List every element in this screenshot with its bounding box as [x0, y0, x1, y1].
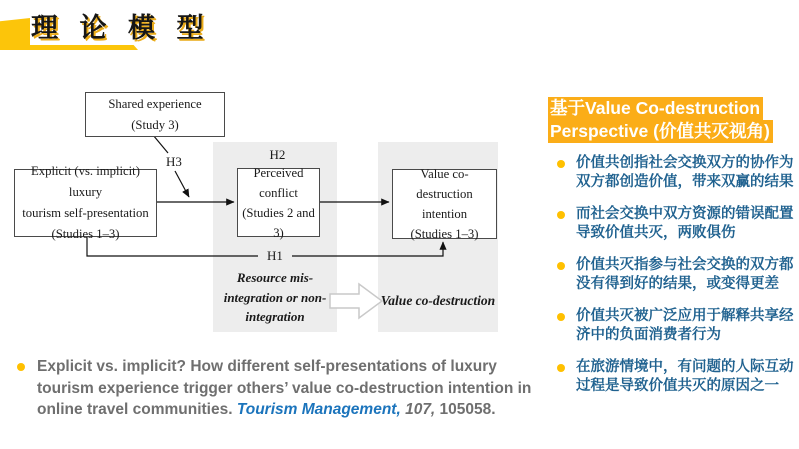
bullet-icon	[17, 363, 25, 371]
box-line: intention	[421, 207, 468, 221]
h3-arrow	[175, 171, 189, 197]
box-line: Perceived	[253, 165, 304, 180]
list-item: 在旅游情境中，有问题的人际互动过程是导致价值共灭的原因之一	[548, 358, 799, 396]
value-codestruction-note: Value co-destruction	[380, 293, 496, 308]
panel-title	[548, 97, 799, 143]
reference-citation	[15, 356, 548, 421]
bullet-icon	[557, 364, 565, 372]
bullet-icon	[557, 211, 565, 219]
resource-misintegration-note: Resource mis- integration or non- integration	[223, 270, 327, 324]
page-title: 理 论 模 型	[31, 13, 211, 43]
value-codestruction-panel	[548, 97, 799, 409]
list-item: 价值共灭被广泛应用于解释共享经济中的负面消费者行为	[548, 307, 799, 345]
list-item: 价值共创指社会交换双方的协作为双方都创造价值，带来双赢的结果	[548, 154, 799, 192]
box-line: tourism self-presentation	[22, 206, 149, 220]
box-line: conflict	[259, 185, 298, 200]
panel-title-line-1: 基于Value Co-destruction	[548, 97, 763, 120]
hypothesis-label-h3: H3	[166, 154, 182, 169]
title-underline	[28, 45, 138, 50]
box-line: Value co-destruction	[416, 167, 473, 201]
citation-pages: 105058.	[435, 401, 496, 418]
list-item: 而社会交换中双方资源的错误配置导致价值共灭，两败俱伤	[548, 205, 799, 243]
bullet-icon	[557, 313, 565, 321]
bullet-icon	[557, 262, 565, 270]
explicit-implicit-box	[14, 164, 157, 241]
h1-path-right-arrow	[292, 242, 443, 256]
box-line: (Study 3)	[131, 117, 179, 132]
box-line: (Studies 1–3)	[410, 227, 479, 241]
box-line: (Studies 1–3)	[51, 227, 120, 241]
citation-volume: 107,	[400, 401, 436, 418]
bullet-icon	[557, 160, 565, 168]
hypothesis-label-h2: H2	[269, 147, 286, 162]
panel-bullet-list	[548, 154, 799, 396]
value-codestruction-box	[392, 169, 497, 239]
perceived-conflict-box	[237, 165, 320, 240]
box-line: Shared experience	[108, 96, 202, 111]
box-line: Explicit (vs. implicit) luxury	[31, 164, 140, 199]
hypothesis-label-h1: H1	[267, 248, 283, 263]
list-item: 价值共灭指参与社会交换的双方都没有得到好的结果，或变得更差	[548, 256, 799, 294]
citation-body: Explicit vs. implicit? How different self-presentations of luxury tourism experience trigger others’ value co-destruction intention in online travel communities.	[37, 358, 532, 418]
panel-title-line-2: Perspective (价值共灭视角)	[548, 120, 773, 143]
citation-journal: Tourism Management,	[236, 401, 401, 418]
shared-to-h3-line	[153, 135, 168, 153]
box-line: (Studies 2 and 3)	[242, 205, 315, 240]
citation-text	[37, 356, 542, 421]
title-accent-block	[0, 18, 30, 50]
theoretical-model-diagram	[0, 85, 545, 350]
shared-experience-box	[85, 92, 225, 137]
